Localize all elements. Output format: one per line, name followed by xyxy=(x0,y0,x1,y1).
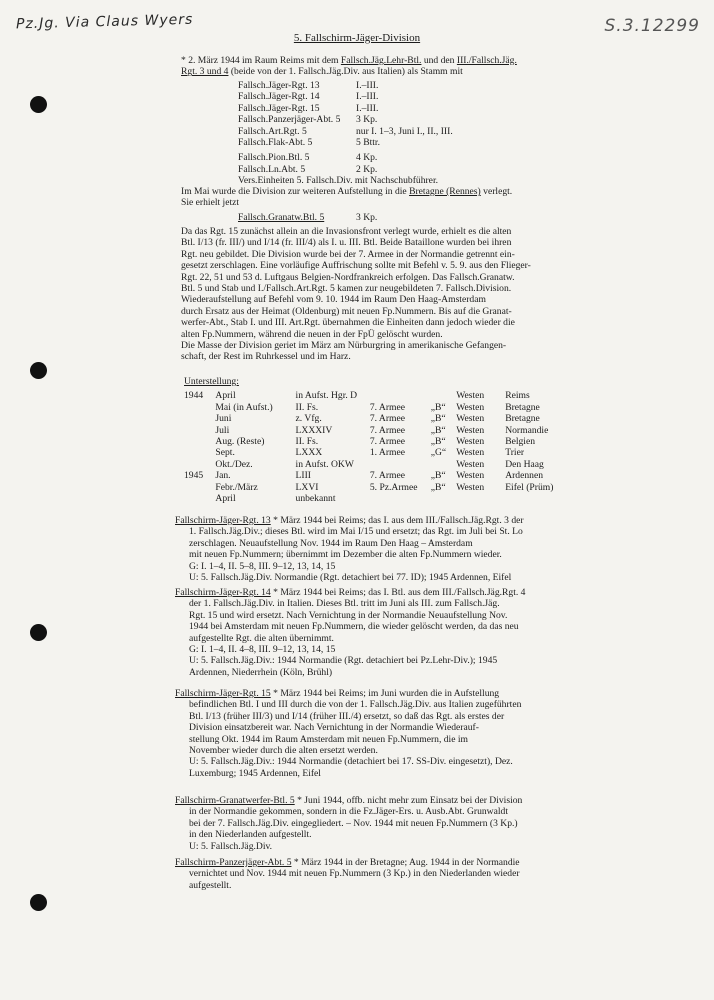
unterstellung-group: „B“ xyxy=(430,436,446,448)
section-heading: Fallschirm-Panzerjäger-Abt. 5 xyxy=(175,857,292,868)
vers-line: Vers.Einheiten 5. Fallsch.Div. mit Nachschubführer. xyxy=(238,175,439,187)
unterstellung-place: Bretagne xyxy=(505,413,540,425)
unterstellung-region: Westen xyxy=(456,436,485,448)
unterstellung-month: Aug. (Reste) xyxy=(215,436,265,448)
section-line: U: 5. Fallsch.Jäg.Div.: 1944 Normandie (Rgt. detachiert bei Pz.Lehr-Div.); 1945 xyxy=(189,655,498,667)
unterstellung-group: „B“ xyxy=(430,470,446,482)
section-line: Btl. I/13 (früher III/3) und I/14 (früher III./4) ersetzt, so daß das Rgt. als erstes der xyxy=(189,710,505,722)
unterstellung-month: Jan. xyxy=(215,470,231,482)
unterstellung-group xyxy=(431,493,457,504)
unterstellung-year xyxy=(184,493,215,504)
handwritten-note: Pz.Jg. Via Claus Wyers xyxy=(15,11,194,33)
section-line: G: I. 1–4, II. 4–8, III. 9–12, 13, 14, 15 xyxy=(189,644,336,656)
unterstellung-region: Westen xyxy=(456,447,485,459)
unterstellung-month: Okt./Dez. xyxy=(215,458,253,470)
unterstellung-row xyxy=(184,402,574,413)
intro-paragraph: * 2. März 1944 im Raum Reims mit dem Fallsch.Jäg.Lehr-Btl. und den III./Fallsch.Jäg. Rgt. 3 und 4 (beide von der 1. Fallsch.Jäg.Div. aus Italien) als Stamm mit xyxy=(181,55,517,78)
unterstellung-place xyxy=(505,493,574,504)
unterstellung-month: April xyxy=(215,493,236,505)
unterstellung-row xyxy=(184,425,574,436)
unterstellung-army xyxy=(370,493,431,504)
unterstellung-corps: LXVI xyxy=(295,481,319,493)
unterstellung-army: 7. Armee xyxy=(369,413,406,425)
unit-section xyxy=(175,857,577,891)
section-line: aufgestellte Rgt. die alten übernimmt. xyxy=(189,632,334,644)
unterstellung-army xyxy=(370,390,431,401)
section-line: vernichtet und Nov. 1944 mit neuen Fp.Nummern (3 Kp.) in den Niederlanden wieder xyxy=(189,868,520,880)
section-text: * März 1944 bei Reims; das I. Btl. aus dem III./Fallsch.Jäg.Rgt. 4 xyxy=(270,587,526,598)
unterstellung-region: Westen xyxy=(456,458,485,470)
unterstellung-region: Westen xyxy=(456,481,485,493)
section-line: Ardennen, Niederrhein (Köln, Brühl) xyxy=(189,666,333,678)
unterstellung-year xyxy=(184,436,215,447)
section-first-line xyxy=(175,795,577,806)
unterstellung-corps: z. Vfg. xyxy=(295,413,322,425)
section-line: Rgt. 15 und wird ersetzt. Nach Vernichtung in der Normandie Neuaufstellung Nov. xyxy=(189,609,508,621)
unterstellung-army: 7. Armee xyxy=(369,401,406,413)
section-line: U: 5. Fallsch.Jäg.Div. Normandie (Rgt. detachiert bei 77. ID); 1945 Ardennen, Eifel xyxy=(189,572,512,584)
unit-section xyxy=(175,795,577,852)
unit-row: Fallsch.Flak-Abt. 5 5 Bttr. xyxy=(238,137,380,149)
unterstellung-year: 1945 xyxy=(184,470,204,482)
unterstellung-group xyxy=(431,390,457,401)
section-line: zerschlagen. Neuaufstellung Nov. 1944 im Raum Den Haag – Amsterdam xyxy=(189,537,473,549)
section-line: der 1. Fallsch.Jäg.Div. in Italien. Dieses Btl. tritt im Juni als III. zum Fallsch.Jäg. xyxy=(189,598,500,610)
unterstellung-year xyxy=(184,482,215,493)
unterstellung-month: Juli xyxy=(215,424,230,436)
section-line: November wieder durch die alten ersetzt werden. xyxy=(189,745,378,757)
unterstellung-place: Bretagne xyxy=(505,401,540,413)
unterstellung-corps: LXXXIV xyxy=(295,424,333,436)
unit-list xyxy=(238,80,538,187)
section-first-line xyxy=(175,587,577,598)
unit-row: Fallsch.Jäger-Rgt. 15 I.–III. xyxy=(238,102,379,114)
section-line: bei der 7. Fallsch.Jäg.Div. eingegliedert. – Nov. 1944 mit neuen Fp.Nummern (3 Kp.) xyxy=(189,817,518,829)
section-line: stellung Okt. 1944 im Raum Amsterdam mit neuen Fp.Nummern, die im xyxy=(189,733,468,745)
unterstellung-army: 7. Armee xyxy=(369,470,406,482)
section-line: 1. Fallsch.Jäg.Div.; dieses Btl. wird im Mai I/15 und ersetzt; das Rgt. im Juli bei St. Lo xyxy=(189,526,523,538)
unit-row: Fallsch.Art.Rgt. 5 nur I. 1–3, Juni I., II., III. xyxy=(238,125,453,137)
page-title: 5. Fallschirm-Jäger-Division xyxy=(293,32,421,44)
unterstellung-corps: in Aufst. Hgr. D xyxy=(295,390,358,402)
unterstellung-region: Westen xyxy=(456,470,485,482)
section-line: Luxemburg; 1945 Ardennen, Eifel xyxy=(189,767,321,779)
unterstellung-row xyxy=(184,436,574,447)
unterstellung-group: „G“ xyxy=(430,447,447,459)
unterstellung-row xyxy=(184,470,574,481)
unterstellung-place: Normandie xyxy=(505,424,549,436)
unterstellung-corps: LIII xyxy=(295,470,311,482)
unterstellung-group: „B“ xyxy=(430,401,446,413)
unterstellung-heading: Unterstellung: xyxy=(184,376,239,387)
section-heading: Fallschirm-Jäger-Rgt. 13 xyxy=(175,515,271,526)
punch-hole xyxy=(30,894,47,911)
unit-section xyxy=(175,587,577,678)
unterstellung-group xyxy=(431,459,457,470)
section-heading: Fallschirm-Jäger-Rgt. 15 xyxy=(175,688,271,699)
unterstellung-year: 1944 xyxy=(184,390,204,402)
unit-row: Fallsch.Jäger-Rgt. 14 I.–III. xyxy=(238,91,379,103)
unterstellung-army: 1. Armee xyxy=(369,447,406,459)
unterstellung-month: Febr./März xyxy=(215,481,258,493)
unterstellung-year xyxy=(184,425,215,436)
punch-hole xyxy=(30,96,47,113)
unterstellung-year xyxy=(184,413,215,424)
unit-section xyxy=(175,688,577,779)
unterstellung-year xyxy=(184,447,215,458)
unterstellung-row xyxy=(184,493,574,504)
unterstellung-table xyxy=(184,390,574,504)
section-line: in den Niederlanden aufgestellt. xyxy=(189,829,312,841)
section-heading: Fallschirm-Granatwerfer-Btl. 5 xyxy=(175,795,295,806)
unterstellung-place: Belgien xyxy=(505,436,536,448)
unterstellung-month: Mai (in Aufst.) xyxy=(215,401,273,413)
section-first-line xyxy=(175,515,577,526)
unterstellung-row xyxy=(184,447,574,458)
section-text: * März 1944 bei Reims; das I. aus dem III./Fallsch.Jäg.Rgt. 3 der xyxy=(270,515,524,526)
unterstellung-month: Sept. xyxy=(215,447,235,459)
unterstellung-row xyxy=(184,390,574,401)
section-line: in der Normandie gekommen, sondern in die Fz.Jäger-Ers. u. Ausb.Abt. Grunwaldt xyxy=(189,806,509,818)
unterstellung-section xyxy=(184,376,574,504)
unterstellung-region: Westen xyxy=(456,413,485,425)
section-text: * März 1944 in der Bretagne; Aug. 1944 in der Normandie xyxy=(291,857,520,868)
unterstellung-row xyxy=(184,413,574,424)
unterstellung-group: „B“ xyxy=(430,481,446,493)
unterstellung-group: „B“ xyxy=(430,413,446,425)
unterstellung-corps: II. Fs. xyxy=(295,436,319,448)
unit-row: Fallsch.Pion.Btl. 5 4 Kp. xyxy=(238,152,378,164)
section-first-line xyxy=(175,688,577,699)
unterstellung-corps: in Aufst. OKW xyxy=(295,458,354,470)
unterstellung-month: Juni xyxy=(215,413,232,425)
section-first-line xyxy=(175,857,577,868)
main-paragraph: Da das Rgt. 15 zunächst allein an die Invasionsfront verlegt wurde, erhielt es die alten Btl. I/13 (fr. III/) und I/14 (fr. III/4) als I. u. III. Btl. Beide Bataillone wurden bei ihren Rgt. neu gebildet. Die Division wurde bei der 7. Armee in der Normandie getrennt ein- gesetzt zerschlagen. Eine vorläufige Auffrischung sollte mit Befehl v. 5. 9. aus den Flieger- Rgt. 22, 51 und 53 d. Luftgaus Belgien-Nordfrankreich erfolgen. Das Fallsch.Granatw. Btl. 5 und Stab und I./Fallsch.Art.Rgt. 5 kamen zur neugebildeten 7. Fallsch.Division. Wiederaufstellung auf Befehl vom 9. 10. 1944 im Raum Den Haag-Amsterdam durch Ersatz aus der Heimat (Oldenburg) mit neuen Fp.Nummern. Bis auf die Granat- werfer-Abt., Stab I. und III. Art.Rgt. übernahmen die Einheiten dann jedoch wieder die alten Fp.Nummern, während die neuen in der FpÜ gelöscht wurden. Die Masse der Division geriet im März am Nürburgring in amerikanische Gefangen- schaft, der Rest im Ruhrkessel und im Harz. xyxy=(181,226,531,363)
unterstellung-year xyxy=(184,459,215,470)
section-text: * März 1944 bei Reims; im Juni wurden die in Aufstellung xyxy=(270,688,500,699)
section-line: befindlichen Btl. I und III durch die von der 1. Fallsch.Jäg.Div. aus Italien zugeführten xyxy=(189,699,522,711)
unterstellung-region: Westen xyxy=(456,424,485,436)
section-heading: Fallschirm-Jäger-Rgt. 14 xyxy=(175,587,271,598)
unterstellung-place: Reims xyxy=(505,390,530,402)
unterstellung-month: April xyxy=(215,390,236,402)
section-text: * Juni 1944, offb. nicht mehr zum Einsatz bei der Division xyxy=(294,795,523,806)
section-line: G: I. 1–4, II. 5–8, III. 9–12, 13, 14, 15 xyxy=(189,560,336,572)
unterstellung-group: „B“ xyxy=(430,424,446,436)
unterstellung-place: Ardennen xyxy=(505,470,544,482)
unterstellung-corps: LXXX xyxy=(295,447,323,459)
unit-row: Fallsch.Ln.Abt. 5 2 Kp. xyxy=(238,163,378,175)
unterstellung-place: Trier xyxy=(505,447,525,459)
archive-number: S.3.12299 xyxy=(604,16,700,36)
unit-row: Fallsch.Jäger-Rgt. 13 I.–III. xyxy=(238,80,379,91)
unit-row: Fallsch.Panzerjäger-Abt. 5 3 Kp. xyxy=(238,114,378,126)
unterstellung-row xyxy=(184,482,574,493)
unterstellung-region xyxy=(456,493,505,504)
unterstellung-place: Eifel (Prüm) xyxy=(505,481,554,493)
section-line: aufgestellt. xyxy=(189,879,232,891)
section-line: mit neuen Fp.Nummern; übernimmt im Dezember die alten Fp.Nummern wieder. xyxy=(189,549,502,561)
unterstellung-army: 5. Pz.Armee xyxy=(369,481,418,493)
unterstellung-army xyxy=(370,459,431,470)
unterstellung-place: Den Haag xyxy=(505,458,544,470)
unterstellung-row xyxy=(184,459,574,470)
unit-section xyxy=(175,515,577,583)
section-line: 1944 bei Amsterdam mit neuen Fp.Nummern, die wieder gelöscht werden, da das neu xyxy=(189,621,519,633)
unterstellung-army: 7. Armee xyxy=(369,436,406,448)
granatw-row: Fallsch.Granatw.Btl. 5 3 Kp. xyxy=(238,212,378,223)
unterstellung-region: Westen xyxy=(456,401,485,413)
may-paragraph: Im Mai wurde die Division zur weiteren Aufstellung in die Bretagne (Rennes) verlegt. Sie erhielt jetzt xyxy=(181,186,513,209)
punch-hole xyxy=(30,624,47,641)
unterstellung-region: Westen xyxy=(456,390,485,402)
unterstellung-army: 7. Armee xyxy=(369,424,406,436)
section-line: U: 5. Fallsch.Jäg.Div. xyxy=(189,840,273,852)
section-line: U: 5. Fallsch.Jäg.Div.: 1944 Normandie (detachiert bei 17. SS-Div. eingesetzt), Dez. xyxy=(189,756,513,768)
punch-hole xyxy=(30,362,47,379)
section-line: Division einsatzbereit war. Nach Vernichtung in der Normandie Wiederauf- xyxy=(189,722,479,734)
unterstellung-corps: unbekannt xyxy=(295,493,336,505)
unterstellung-year xyxy=(184,402,215,413)
unterstellung-corps: II. Fs. xyxy=(295,401,319,413)
